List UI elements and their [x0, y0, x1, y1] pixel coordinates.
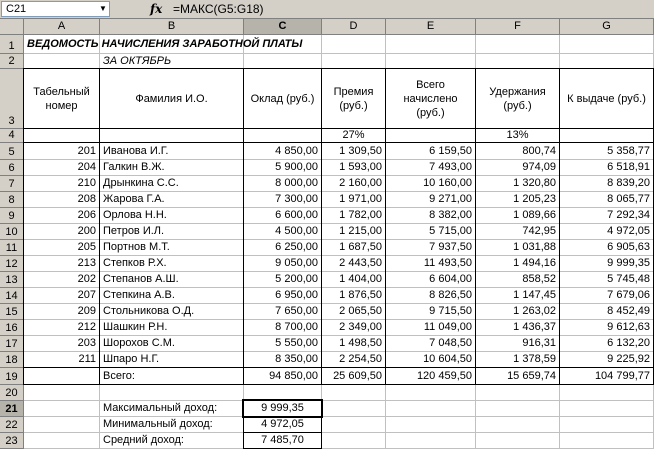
- row-number: 4: [8, 129, 15, 141]
- table-cell-salary[interactable]: 8 350,00: [275, 353, 318, 365]
- table-cell-deduct[interactable]: 916,31: [522, 337, 556, 349]
- column-title-text: Премия (руб.): [333, 85, 374, 112]
- sheet-subtitle[interactable]: ЗА ОКТЯБРЬ: [103, 55, 172, 67]
- row-header-19[interactable]: [0, 368, 24, 385]
- column-title-a[interactable]: [24, 69, 99, 128]
- table-cell-bonus[interactable]: 1 215,00: [339, 225, 382, 237]
- row-header-1[interactable]: [0, 35, 24, 54]
- table-cell-salary[interactable]: 4 850,00: [275, 145, 318, 157]
- table-cell-total[interactable]: 10 604,50: [423, 353, 472, 365]
- column-title-e[interactable]: [386, 69, 475, 128]
- stat-border: [321, 416, 322, 433]
- column-title-d[interactable]: [322, 69, 385, 128]
- table-cell-pay[interactable]: 8 452,49: [607, 305, 650, 317]
- table-cell-total[interactable]: 7 048,50: [429, 337, 472, 349]
- table-cell-deduct[interactable]: 1 494,16: [513, 257, 556, 269]
- table-cell-pay[interactable]: 4 972,05: [607, 225, 650, 237]
- totals-bonus[interactable]: 25 609,50: [333, 370, 382, 382]
- row-number: 12: [5, 258, 18, 270]
- row-number: 10: [5, 226, 18, 238]
- row-number: 2: [8, 55, 15, 67]
- table-cell-name[interactable]: Иванова И.Г.: [103, 145, 169, 157]
- table-cell-total[interactable]: 11 049,00: [423, 321, 472, 333]
- table-cell-salary[interactable]: 6 250,00: [275, 241, 318, 253]
- table-cell-deduct[interactable]: 742,95: [522, 225, 556, 237]
- row-header-10[interactable]: [0, 224, 24, 240]
- row-header-17[interactable]: [0, 336, 24, 352]
- row-number: 9: [8, 210, 15, 222]
- row-number: 11: [5, 242, 18, 254]
- row-number: 19: [5, 371, 18, 383]
- table-cell-total[interactable]: 7 493,00: [429, 161, 472, 173]
- column-title-text: Удержания (руб.): [489, 85, 546, 112]
- column-title-c[interactable]: [244, 69, 321, 128]
- row-header-14[interactable]: [0, 288, 24, 304]
- table-cell-id[interactable]: 208: [77, 193, 96, 205]
- table-cell-name[interactable]: Степков Р.Х.: [103, 257, 167, 269]
- table-cell-id[interactable]: 213: [77, 257, 96, 269]
- table-cell-pay[interactable]: 6 905,63: [607, 241, 650, 253]
- table-cell-salary[interactable]: 5 200,00: [275, 273, 318, 285]
- row-number: 17: [5, 338, 18, 350]
- table-cell-name[interactable]: Портнов М.Т.: [103, 241, 170, 253]
- column-title-text: Всего начислено (руб.): [403, 78, 458, 119]
- table-cell-salary[interactable]: 5 900,00: [275, 161, 318, 173]
- table-cell-bonus[interactable]: 2 065,50: [339, 305, 382, 317]
- table-cell-bonus[interactable]: 1 782,00: [339, 209, 382, 221]
- row-number: 8: [8, 194, 15, 206]
- table-cell-id[interactable]: 207: [77, 289, 96, 301]
- table-cell-salary[interactable]: 6 600,00: [275, 209, 318, 221]
- table-cell-total[interactable]: 5 715,00: [429, 225, 472, 237]
- table-cell-total[interactable]: 11 493,50: [423, 257, 472, 269]
- table-cell-total[interactable]: 9 715,50: [429, 305, 472, 317]
- stat-value[interactable]: 4 972,05: [261, 418, 304, 430]
- premium-percent-cell[interactable]: 27%: [342, 129, 365, 141]
- table-cell-bonus[interactable]: 1 687,50: [339, 241, 382, 253]
- table-cell-deduct[interactable]: 858,52: [522, 273, 556, 285]
- table-cell-deduct[interactable]: 1 089,66: [513, 209, 556, 221]
- column-title-text: Оклад (руб.): [250, 92, 315, 105]
- column-header-b[interactable]: B: [100, 19, 244, 35]
- table-cell-pay[interactable]: 9 612,63: [607, 321, 650, 333]
- table-cell-deduct[interactable]: 1 378,59: [513, 353, 556, 365]
- table-cell-id[interactable]: 209: [77, 305, 96, 317]
- table-cell-total[interactable]: 6 159,50: [429, 145, 472, 157]
- table-cell-salary[interactable]: 7 300,00: [275, 193, 318, 205]
- table-cell-pay[interactable]: 6 518,91: [607, 161, 650, 173]
- column-title-g[interactable]: [560, 69, 653, 128]
- totals-pay[interactable]: 104 799,77: [594, 370, 650, 382]
- row-header-13[interactable]: [0, 272, 24, 288]
- table-cell-id[interactable]: 211: [78, 353, 96, 365]
- chevron-down-icon[interactable]: ▼: [99, 4, 107, 13]
- totals-total[interactable]: 120 459,50: [416, 370, 472, 382]
- stat-value[interactable]: 9 999,35: [261, 402, 304, 414]
- row-header-20[interactable]: [0, 385, 24, 401]
- table-cell-bonus[interactable]: 1 498,50: [339, 337, 382, 349]
- column-header-g[interactable]: G: [560, 19, 654, 35]
- table-cell-salary[interactable]: 9 050,00: [275, 257, 318, 269]
- active-cell-selection[interactable]: [242, 399, 323, 418]
- table-cell-deduct[interactable]: 1 205,23: [513, 193, 556, 205]
- table-cell-salary[interactable]: 5 550,00: [275, 337, 318, 349]
- table-cell-name[interactable]: Стольникова О.Д.: [103, 305, 195, 317]
- column-header-c[interactable]: C: [244, 19, 322, 35]
- row-header-7[interactable]: [0, 176, 24, 192]
- row-header-23[interactable]: [0, 433, 24, 449]
- formula-bar: [0, 0, 654, 19]
- table-cell-total[interactable]: 10 160,00: [423, 177, 472, 189]
- table-cell-id[interactable]: 203: [77, 337, 96, 349]
- totals-deduct[interactable]: 15 659,74: [507, 370, 556, 382]
- deduction-percent-cell[interactable]: 13%: [506, 129, 529, 141]
- table-cell-name[interactable]: Орлова Н.Н.: [103, 209, 167, 221]
- table-cell-total[interactable]: 8 382,00: [429, 209, 472, 221]
- totals-salary[interactable]: 94 850,00: [269, 370, 318, 382]
- row-number: 15: [5, 306, 18, 318]
- table-cell-id[interactable]: 210: [77, 177, 96, 189]
- table-cell-pay[interactable]: 8 065,77: [607, 193, 650, 205]
- column-header-f[interactable]: F: [476, 19, 560, 35]
- table-cell-name[interactable]: Шорохов С.М.: [103, 337, 175, 349]
- table-cell-id[interactable]: 200: [77, 225, 96, 237]
- row-header-16[interactable]: [0, 320, 24, 336]
- table-cell-deduct[interactable]: 1 263,02: [513, 305, 556, 317]
- table-cell-salary[interactable]: 6 950,00: [275, 289, 318, 301]
- table-cell-bonus[interactable]: 2 349,00: [339, 321, 382, 333]
- column-title-b[interactable]: [100, 69, 243, 128]
- stat-label[interactable]: Максимальный доход:: [103, 402, 218, 414]
- table-cell-bonus[interactable]: 2 443,50: [339, 257, 382, 269]
- table-cell-pay[interactable]: 6 132,20: [607, 337, 650, 349]
- table-cell-name[interactable]: Шашкин Р.Н.: [103, 321, 168, 333]
- table-cell-salary[interactable]: 4 500,00: [275, 225, 318, 237]
- table-cell-bonus[interactable]: 1 876,50: [339, 289, 382, 301]
- row-header-22[interactable]: [0, 417, 24, 433]
- table-cell-deduct[interactable]: 1 147,45: [513, 289, 556, 301]
- table-cell-bonus[interactable]: 1 971,00: [339, 193, 382, 205]
- table-cell-bonus[interactable]: 1 593,00: [339, 161, 382, 173]
- fx-icon[interactable]: fx: [150, 2, 163, 16]
- row-header-21[interactable]: [0, 401, 24, 417]
- table-cell-total[interactable]: 7 937,50: [429, 241, 472, 253]
- table-cell-total[interactable]: 9 271,00: [429, 193, 472, 205]
- totals-label[interactable]: Всего:: [103, 370, 135, 382]
- table-cell-pay[interactable]: 7 679,06: [607, 289, 650, 301]
- column-title-text: К выдаче (руб.): [567, 92, 646, 105]
- table-cell-bonus[interactable]: 2 254,50: [339, 353, 382, 365]
- column-header-a[interactable]: A: [24, 19, 100, 35]
- row-number: 14: [5, 290, 18, 302]
- column-header-e[interactable]: E: [386, 19, 476, 35]
- table-cell-pay[interactable]: 7 292,34: [607, 209, 650, 221]
- row-number: 16: [5, 322, 18, 334]
- row-header-3[interactable]: [0, 69, 24, 129]
- table-cell-deduct[interactable]: 1 031,88: [513, 241, 556, 253]
- row-header-15[interactable]: [0, 304, 24, 320]
- row-header-12[interactable]: [0, 256, 24, 272]
- formula-input[interactable]: =МАКС(G5:G18): [173, 2, 264, 16]
- row-number: 5: [8, 146, 15, 158]
- table-cell-pay[interactable]: 5 358,77: [607, 145, 650, 157]
- table-cell-name[interactable]: Степкина А.В.: [103, 289, 175, 301]
- row-header-4[interactable]: [0, 129, 24, 143]
- table-cell-name[interactable]: Галкин В.Ж.: [103, 161, 165, 173]
- table-cell-id[interactable]: 206: [77, 209, 96, 221]
- stat-label[interactable]: Средний доход:: [103, 434, 184, 446]
- row-header-8[interactable]: [0, 192, 24, 208]
- row-header-6[interactable]: [0, 160, 24, 176]
- row-number: 21: [5, 403, 18, 415]
- table-cell-total[interactable]: 8 826,50: [429, 289, 472, 301]
- table-cell-id[interactable]: 201: [77, 145, 96, 157]
- table-cell-deduct[interactable]: 974,09: [522, 161, 556, 173]
- column-title-f[interactable]: [476, 69, 559, 128]
- table-cell-id[interactable]: 204: [77, 161, 96, 173]
- stat-label[interactable]: Минимальный доход:: [103, 418, 213, 430]
- table-cell-name[interactable]: Степанов А.Ш.: [103, 273, 179, 285]
- name-box[interactable]: [1, 1, 110, 17]
- row-header-9[interactable]: [0, 208, 24, 224]
- row-header-2[interactable]: [0, 54, 24, 69]
- stat-value[interactable]: 7 485,70: [261, 434, 304, 446]
- row-number: 13: [5, 274, 18, 286]
- table-border-h: [23, 384, 654, 385]
- column-header-d[interactable]: D: [322, 19, 386, 35]
- table-cell-id[interactable]: 202: [77, 273, 96, 285]
- table-cell-id[interactable]: 205: [77, 241, 96, 253]
- table-cell-total[interactable]: 6 604,00: [429, 273, 472, 285]
- row-number: 20: [5, 387, 18, 399]
- row-number: 6: [8, 162, 15, 174]
- row-number: 22: [5, 419, 18, 431]
- row-number: 1: [8, 40, 15, 52]
- table-cell-name[interactable]: Петров И.Л.: [103, 225, 165, 237]
- table-cell-bonus[interactable]: 1 404,00: [339, 273, 382, 285]
- table-cell-pay[interactable]: 5 745,48: [607, 273, 650, 285]
- row-number: 7: [8, 178, 15, 190]
- table-cell-salary[interactable]: 7 650,00: [275, 305, 318, 317]
- column-title-text: Фамилия И.О.: [135, 92, 208, 105]
- table-cell-name[interactable]: Шпаро Н.Г.: [103, 353, 160, 365]
- sheet-title[interactable]: ВЕДОМОСТЬ НАЧИСЛЕНИЯ ЗАРАБОТНОЙ ПЛАТЫ: [27, 38, 303, 50]
- row-number: 18: [5, 354, 18, 366]
- row-header-11[interactable]: [0, 240, 24, 256]
- table-cell-name[interactable]: Жарова Г.А.: [103, 193, 165, 205]
- table-cell-pay[interactable]: 9 999,35: [607, 257, 650, 269]
- table-cell-deduct[interactable]: 1 320,80: [513, 177, 556, 189]
- table-cell-deduct[interactable]: 1 436,37: [513, 321, 556, 333]
- table-cell-name[interactable]: Дрынкина С.С.: [103, 177, 179, 189]
- stat-border: [321, 432, 322, 449]
- table-cell-bonus[interactable]: 1 309,50: [339, 145, 382, 157]
- table-cell-bonus[interactable]: 2 160,00: [339, 177, 382, 189]
- table-cell-pay[interactable]: 9 225,92: [607, 353, 650, 365]
- table-cell-id[interactable]: 212: [77, 321, 96, 333]
- row-number: 3: [8, 115, 15, 127]
- table-cell-salary[interactable]: 8 000,00: [275, 177, 318, 189]
- table-cell-salary[interactable]: 8 700,00: [275, 321, 318, 333]
- name-box-value: C21: [6, 3, 27, 15]
- row-number: 23: [5, 435, 18, 447]
- column-title-text: Табельный номер: [33, 85, 90, 112]
- row-header-18[interactable]: [0, 352, 24, 368]
- select-all-corner[interactable]: [0, 19, 24, 35]
- row-header-5[interactable]: [0, 143, 24, 160]
- table-cell-deduct[interactable]: 800,74: [522, 145, 556, 157]
- table-cell-pay[interactable]: 8 839,20: [607, 177, 650, 189]
